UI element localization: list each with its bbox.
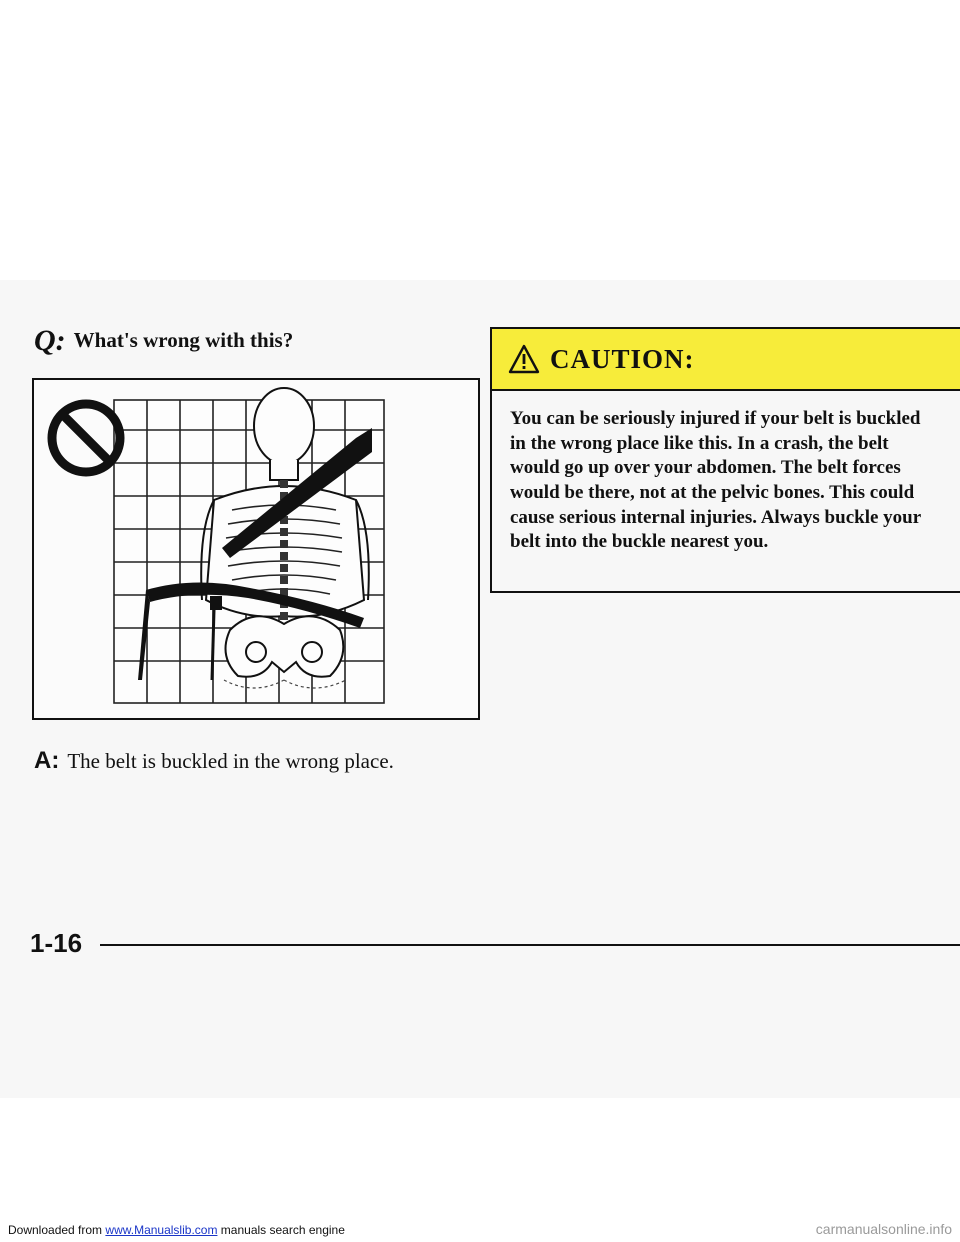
manualslib-link[interactable]: www.Manualslib.com [105, 1223, 218, 1237]
page-number: 1-16 [30, 928, 83, 958]
prohibition-icon [52, 404, 120, 472]
download-watermark [8, 1223, 345, 1237]
buckle [210, 596, 222, 610]
watermark-prefix: Downloaded from [8, 1223, 103, 1237]
carmanuals-watermark: carmanualsonline.info [815, 1221, 952, 1237]
warning-triangle-icon [508, 344, 540, 374]
answer-text: The belt is buckled in the wrong place. [67, 749, 394, 773]
caution-body: You can be seriously injured if your belt is buckled in the wrong place like this. In a crash, the belt would go up over your abdomen. The belt forces would be there, not at the pelvic bones. This could cause serious internal injuries. Always buckle your belt into the buckle nearest you. [510, 408, 921, 553]
seat-belt-figure [32, 378, 480, 720]
watermark-suffix: manuals search engine [220, 1223, 345, 1237]
answer-text-line [34, 747, 394, 775]
caution-header [492, 329, 960, 391]
question-heading [34, 324, 293, 358]
caution-title: CAUTION: [550, 343, 695, 374]
answer-letter: A: [34, 747, 60, 774]
seat-belt-skeleton-illustration [34, 380, 478, 718]
question-text: What's wrong with this? [73, 328, 294, 352]
pelvis [226, 616, 344, 676]
question-letter: Q: [34, 324, 66, 357]
buckle-strap-right [212, 610, 214, 680]
caution-box [490, 327, 960, 593]
footer-rule [100, 944, 960, 946]
manual-page [0, 280, 960, 1098]
